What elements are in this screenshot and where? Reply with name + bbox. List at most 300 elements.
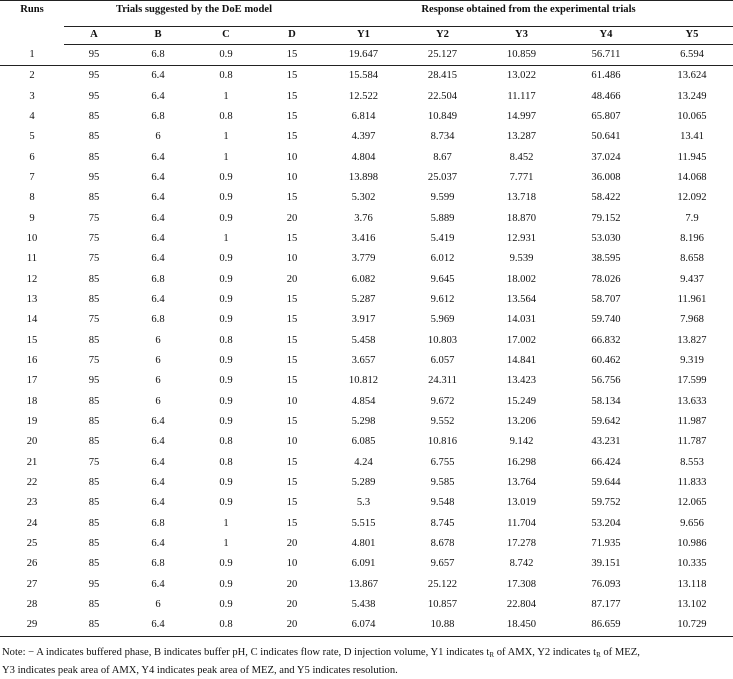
table-cell: 16.298: [506, 456, 537, 468]
table-cell: 13.827: [677, 334, 707, 346]
table-cell: 6: [155, 131, 161, 143]
table-cell: 6.8: [124, 45, 192, 66]
table-cell: 75: [88, 253, 100, 265]
table-cell: 13.633: [677, 395, 707, 407]
table-cell: 6.755: [430, 456, 455, 468]
table-cell: 15: [286, 355, 298, 367]
table-cell: 6.4: [151, 436, 165, 448]
footnote-line-1: [2, 645, 732, 663]
table-cell: 9.657: [430, 558, 455, 570]
table-cell: 58.134: [591, 395, 621, 407]
table-cell: 10.857: [427, 599, 458, 611]
footnote-text-b: of AMX, Y2 indicates t: [494, 647, 597, 658]
table-cell: 12.931: [506, 232, 537, 244]
table-row: [0, 494, 733, 514]
table-cell: 59.740: [591, 314, 621, 326]
footnote-subscript-1: R: [489, 651, 495, 659]
table-cell: 20: [286, 578, 298, 590]
table-cell: 85: [88, 395, 100, 407]
table-cell: 38.595: [591, 253, 621, 265]
header-col-a: A: [64, 27, 124, 45]
table-cell: 9.585: [430, 477, 455, 489]
table-cell: 95: [88, 70, 100, 82]
table-cell: 10.88: [403, 616, 482, 637]
table-cell: 0.8: [219, 110, 233, 122]
table-cell: 6.012: [430, 253, 455, 265]
table-cell: 6.4: [151, 578, 165, 590]
table-row: [0, 453, 733, 473]
table-cell: 5.515: [351, 517, 376, 529]
table-cell: 0.9: [219, 599, 233, 611]
table-cell: 5.438: [351, 599, 376, 611]
table-cell: 58.707: [591, 294, 621, 305]
table-cell: 5.458: [351, 334, 376, 346]
table-cell: 11.704: [507, 517, 536, 529]
table-row: [0, 514, 733, 534]
table-cell: 13.898: [348, 171, 379, 183]
table-cell: 21: [26, 456, 38, 468]
header-col-y2: Y2: [403, 27, 482, 45]
table-cell: 85: [64, 616, 124, 637]
table-cell: 12.522: [348, 90, 379, 102]
table-cell: 66.424: [591, 456, 621, 468]
table-cell: 10.849: [427, 110, 458, 122]
table-cell: 39.151: [591, 558, 621, 570]
table-cell: 6: [155, 334, 161, 346]
table-row: [0, 331, 733, 351]
header-col-y1: Y1: [324, 27, 403, 45]
table-cell: 6.4: [151, 294, 165, 305]
table-cell: 85: [88, 538, 100, 550]
table-cell: 75: [88, 232, 100, 244]
table-cell: 85: [88, 151, 100, 163]
table-cell: 6.4: [151, 212, 165, 224]
table-cell: 76.093: [591, 578, 621, 590]
table-cell: 22.804: [506, 599, 537, 611]
table-cell: 8.553: [680, 456, 704, 468]
table-cell: 6.4: [124, 616, 192, 637]
table-cell: 4.397: [351, 131, 376, 143]
table-row: [0, 188, 733, 208]
table-cell: 6.4: [151, 497, 165, 509]
table-cell: 14.068: [677, 171, 707, 183]
table-row: [0, 473, 733, 493]
table-cell: 6.8: [151, 517, 165, 529]
table-cell: 9.437: [680, 273, 704, 285]
table-cell: 71.935: [591, 538, 621, 550]
table-cell: 95: [88, 171, 100, 183]
header-group-response: Response obtained from the experimental trials: [324, 1, 733, 27]
table-cell: 4.24: [354, 456, 373, 468]
table-cell: 7: [29, 171, 35, 183]
table-cell: 11.987: [677, 416, 707, 428]
table-cell: 0.9: [219, 273, 233, 285]
table-cell: 0.9: [219, 477, 233, 489]
table-cell: 0.9: [219, 212, 233, 224]
table-cell: 9.552: [430, 416, 455, 428]
table-cell: 9.612: [430, 294, 455, 305]
table-cell: 10.986: [677, 538, 707, 550]
table-cell: 22.504: [427, 90, 458, 102]
table-cell: 15: [286, 131, 298, 143]
table-cell: 4.854: [351, 395, 376, 407]
table-cell: 15: [286, 497, 298, 509]
table-cell: 17: [26, 375, 38, 387]
table-cell: 8.745: [430, 517, 455, 529]
table-cell: 79.152: [591, 212, 621, 224]
table-cell: 3.416: [351, 232, 376, 244]
table-cell: 17.278: [506, 538, 537, 550]
table-cell: 85: [88, 110, 100, 122]
table-cell: 10: [286, 171, 298, 183]
table-cell: 6.4: [151, 253, 165, 265]
table-cell: 9.672: [430, 395, 455, 407]
table-cell: 12.065: [677, 497, 707, 509]
table-row: [0, 310, 733, 330]
table-cell: 6.4: [151, 477, 165, 489]
table-cell: 15: [286, 70, 298, 82]
table-cell: 9.539: [509, 253, 534, 265]
table-cell: 13.624: [677, 70, 707, 82]
table-cell: 10.812: [348, 375, 379, 387]
table-cell: 6.8: [151, 273, 165, 285]
table-cell: 78.026: [591, 273, 621, 285]
table-row: [0, 392, 733, 412]
table-cell: 7.9: [685, 212, 699, 224]
table-cell: 6.4: [151, 70, 165, 82]
table-cell: 0.9: [219, 253, 233, 265]
table-cell: 9.319: [680, 355, 704, 367]
table-cell: 18.002: [506, 273, 537, 285]
table-cell: 75: [88, 355, 100, 367]
table-cell: 0.9: [219, 416, 233, 428]
table-cell: 6.8: [151, 110, 165, 122]
table-cell: 15: [286, 232, 298, 244]
table-cell: 85: [88, 436, 100, 448]
table-cell: 5.3: [356, 497, 371, 509]
table-cell: 9.656: [680, 517, 704, 529]
table-cell: 85: [88, 477, 100, 489]
table-cell: 14: [26, 314, 38, 326]
header-col-b: B: [124, 27, 192, 45]
table-cell: 25.122: [427, 578, 458, 590]
table-row: [0, 127, 733, 147]
table-row: [0, 534, 733, 554]
table-cell: 8.678: [430, 538, 455, 550]
table-cell: 5.289: [351, 477, 376, 489]
table-cell: 6.814: [351, 110, 376, 122]
table-cell: 61.486: [591, 70, 621, 82]
footnote-text-a: Note: − A indicates buffered phase, B indicates buffer pH, C indicates flow rate, D injection volume, Y1 indicates t: [2, 647, 490, 658]
header-runs: Runs: [0, 1, 64, 45]
table-cell: 50.641: [591, 131, 621, 143]
header-col-y3: Y3: [482, 27, 561, 45]
header-col-c: C: [192, 27, 260, 45]
header-col-y4: Y4: [561, 27, 651, 45]
table-cell: 24: [26, 517, 38, 529]
table-cell: 0.9: [219, 558, 233, 570]
table-cell: 0.9: [219, 192, 233, 204]
table-cell: 12.092: [677, 192, 707, 204]
table-cell: 6.8: [151, 558, 165, 570]
table-cell: 6.4: [151, 171, 165, 183]
table-cell: 20: [26, 436, 38, 448]
table-cell: 75: [88, 212, 100, 224]
table-cell: 13.102: [677, 599, 707, 611]
table-cell: 85: [88, 497, 100, 509]
table-cell: 17.002: [506, 334, 537, 346]
table-body: [0, 45, 733, 637]
table-cell: 11.961: [677, 294, 707, 305]
table-cell: 10.803: [427, 334, 458, 346]
table-cell: 13.718: [506, 192, 537, 204]
table-cell: 15: [26, 334, 38, 346]
table-cell: 0.9: [192, 45, 260, 66]
table-cell: 6.8: [151, 314, 165, 326]
table-cell: 8.67: [433, 151, 452, 163]
table-cell: 6.085: [351, 436, 376, 448]
table-header: [0, 1, 733, 45]
table-cell: 10.065: [677, 110, 707, 122]
table-cell: 65.807: [591, 110, 621, 122]
table-row: [0, 209, 733, 229]
table-cell: 0.8: [219, 436, 233, 448]
table-cell: 11: [26, 253, 38, 265]
table-cell: 6.4: [151, 538, 165, 550]
table-cell: 10.816: [427, 436, 458, 448]
table-row: [0, 412, 733, 432]
table-cell: 0.9: [219, 171, 233, 183]
table-cell: 13.287: [506, 131, 537, 143]
table-cell: 58.422: [591, 192, 621, 204]
table-cell: 15: [286, 314, 298, 326]
table-cell: 85: [88, 599, 100, 611]
table-cell: 15: [286, 90, 298, 102]
table-cell: 6.074: [324, 616, 403, 637]
table-cell: 75: [88, 314, 100, 326]
table-cell: 1: [223, 151, 229, 163]
table-cell: 66.832: [591, 334, 621, 346]
table-row: [0, 249, 733, 269]
table-cell: 6.4: [151, 192, 165, 204]
table-cell: 13.118: [677, 578, 707, 590]
table-cell: 18.870: [506, 212, 537, 224]
table-cell: 5.969: [430, 314, 455, 326]
table-cell: 5: [29, 131, 35, 143]
table-cell: 28.415: [427, 70, 458, 82]
table-row: [0, 290, 733, 310]
table-cell: 5.302: [351, 192, 376, 204]
table-cell: 87.177: [591, 599, 621, 611]
table-row: [0, 595, 733, 615]
table-row: [0, 148, 733, 168]
table-row: [0, 433, 733, 453]
table-cell: 53.030: [591, 232, 621, 244]
table-cell: 10.729: [651, 616, 733, 637]
table-cell: 3.76: [354, 212, 373, 224]
table-cell: 25: [26, 538, 38, 550]
table-cell: 18: [26, 395, 38, 407]
table-cell: 6: [155, 375, 161, 387]
table-cell: 8: [29, 192, 35, 204]
table-cell: 1: [223, 131, 229, 143]
table-cell: 6: [29, 151, 35, 163]
table-cell: 59.644: [591, 477, 621, 489]
table-cell: 14.031: [506, 314, 537, 326]
table-cell: 15: [286, 416, 298, 428]
table-cell: 0.8: [219, 70, 233, 82]
table-cell: 5.889: [430, 212, 455, 224]
table-cell: 15: [286, 192, 298, 204]
table-cell: 53.204: [591, 517, 621, 529]
table-row: [0, 270, 733, 290]
table-cell: 13.022: [506, 70, 537, 82]
table-cell: 7.771: [509, 171, 534, 183]
table-cell: 13.867: [348, 578, 379, 590]
table-cell: 19: [26, 416, 38, 428]
table-cell: 0.8: [219, 334, 233, 346]
table-cell: 28: [26, 599, 38, 611]
table-cell: 25.037: [427, 171, 458, 183]
table-cell: 20: [286, 273, 298, 285]
header-col-y5: Y5: [651, 27, 733, 45]
table-cell: 4.804: [351, 151, 376, 163]
table-cell: 11.833: [677, 477, 707, 489]
table-cell: 0.9: [219, 375, 233, 387]
table-cell: 37.024: [591, 151, 621, 163]
table-cell: 6: [155, 355, 161, 367]
table-cell: 0.9: [219, 355, 233, 367]
table-cell: 43.231: [591, 436, 621, 448]
table-cell: 16: [26, 355, 38, 367]
table-cell: 10: [286, 436, 298, 448]
table-cell: 22: [26, 477, 38, 489]
table-cell: 20: [286, 212, 298, 224]
table-cell: 20: [260, 616, 324, 637]
table-cell: 15: [286, 517, 298, 529]
table-footnote: [2, 645, 732, 679]
table-cell: 6.4: [151, 151, 165, 163]
table-cell: 1: [0, 45, 64, 66]
table-cell: 9.142: [509, 436, 534, 448]
table-cell: 8.734: [430, 131, 455, 143]
table-cell: 13.206: [506, 416, 537, 428]
table-cell: 12: [26, 273, 38, 285]
table-row: [0, 555, 733, 575]
table-cell: 26: [26, 558, 38, 570]
table-cell: 2: [29, 70, 35, 82]
table-cell: 11.787: [677, 436, 707, 448]
table-cell: 10: [286, 253, 298, 265]
table-cell: 0.9: [219, 578, 233, 590]
table-cell: 20: [286, 599, 298, 611]
table-cell: 6.4: [151, 456, 165, 468]
table-row: [0, 372, 733, 392]
table-cell: 14.841: [506, 355, 537, 367]
table-cell: 3: [29, 90, 35, 102]
table-cell: 1: [223, 538, 229, 550]
table-cell: 13.41: [680, 131, 704, 143]
table-cell: 48.466: [591, 90, 621, 102]
table-cell: 1: [223, 232, 229, 244]
table-cell: 6.4: [151, 90, 165, 102]
table-row: [0, 87, 733, 107]
table-cell: 0.9: [219, 314, 233, 326]
table-cell: 8.452: [509, 151, 534, 163]
table-cell: 9: [29, 212, 35, 224]
table-cell: 17.308: [506, 578, 537, 590]
table-cell: 15: [286, 294, 298, 305]
table-cell: 13.423: [506, 375, 537, 387]
table-cell: 6.4: [151, 416, 165, 428]
table-cell: 11.117: [507, 90, 536, 102]
table-row: [0, 107, 733, 127]
table-cell: 85: [88, 131, 100, 143]
table-cell: 6: [155, 599, 161, 611]
table-cell: 10.335: [677, 558, 707, 570]
table-cell: 15: [286, 375, 298, 387]
table-cell: 14.997: [506, 110, 537, 122]
table-cell: 0.8: [192, 616, 260, 637]
table-cell: 24.311: [428, 375, 457, 387]
table-cell: 85: [88, 517, 100, 529]
table-cell: 0.8: [219, 456, 233, 468]
table-cell: 19.647: [324, 45, 403, 66]
table-cell: 75: [88, 456, 100, 468]
table-cell: 7.968: [680, 314, 704, 326]
table-cell: 3.657: [351, 355, 376, 367]
table-cell: 86.659: [561, 616, 651, 637]
table-cell: 27: [26, 578, 38, 590]
table-cell: 56.756: [591, 375, 621, 387]
table-cell: 11.945: [677, 151, 707, 163]
table-cell: 15: [286, 334, 298, 346]
table-cell: 56.711: [561, 45, 651, 66]
table-cell: 5.298: [351, 416, 376, 428]
header-col-d: D: [260, 27, 324, 45]
table-row: [0, 229, 733, 249]
table-cell: 17.599: [677, 375, 707, 387]
table-cell: 85: [88, 334, 100, 346]
table-cell: 10.859: [482, 45, 561, 66]
table-cell: 10: [26, 232, 38, 244]
table-cell: 1: [223, 90, 229, 102]
table-cell: 15.249: [506, 395, 537, 407]
header-group-trials: Trials suggested by the DoE model: [64, 1, 324, 27]
table-cell: 36.008: [591, 171, 621, 183]
table-cell: 95: [64, 45, 124, 66]
table-cell: 13.249: [677, 90, 707, 102]
table-cell: 15: [260, 45, 324, 66]
table-cell: 15: [286, 456, 298, 468]
table-cell: 20: [286, 538, 298, 550]
table-row: [0, 45, 733, 66]
table-cell: 95: [88, 90, 100, 102]
table-cell: 9.548: [430, 497, 455, 509]
footnote-subscript-2: R: [596, 651, 601, 659]
table-cell: 85: [88, 416, 100, 428]
table-cell: 10: [286, 558, 298, 570]
table-cell: 3.779: [351, 253, 376, 265]
table-row: [0, 616, 733, 637]
table-cell: 15: [286, 110, 298, 122]
table-cell: 3.917: [351, 314, 376, 326]
table-cell: 9.599: [430, 192, 455, 204]
footnote-text-c: of MEZ,: [600, 647, 640, 658]
table-cell: 15.584: [348, 70, 379, 82]
table-cell: 85: [88, 558, 100, 570]
table-cell: 5.419: [430, 232, 455, 244]
